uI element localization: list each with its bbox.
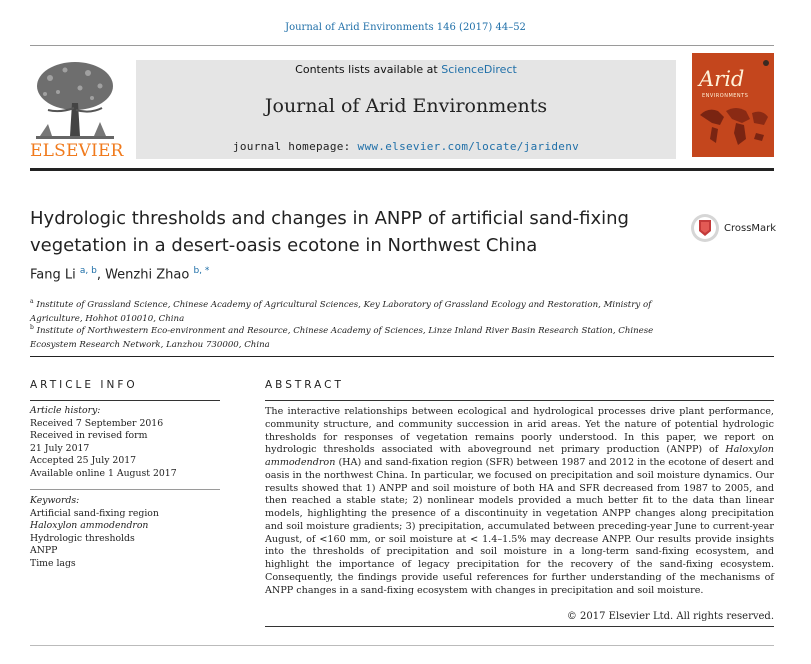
keyword-item: Time lags (30, 557, 76, 569)
keywords-label: Keywords: (30, 495, 80, 506)
article-title: Hydrologic thresholds and changes in ANPP of artificial sand-fixing vegetation in a desert-oasis ecotone in Northwest China (30, 208, 629, 256)
article-info-rule (30, 400, 220, 401)
journal-title: Journal of Arid Environments (264, 95, 548, 117)
author-affiliation-marker[interactable]: a, b (79, 266, 97, 276)
article-history (30, 405, 230, 480)
keyword-item: ANPP (30, 545, 58, 556)
journal-masthead (136, 60, 676, 159)
header-top-rule (30, 45, 774, 46)
author-separator: , (96, 267, 106, 283)
affiliation-marker: b (30, 324, 34, 331)
article-info-heading: ARTICLE INFO (30, 379, 138, 391)
affiliation-text: Institute of Grassland Science, Chinese Academy of Agricultural Sciences, Key Laboratory of Grassland Ecology and Restoration, Ministry of Agriculture, Hohhot 010010, China (30, 299, 652, 324)
history-item: Received 7 September 2016 (30, 417, 164, 429)
history-item: Available online 1 August 2017 (30, 467, 177, 479)
keyword-item: Haloxylon ammodendron (30, 520, 149, 531)
author-affiliation-marker[interactable]: b, * (193, 266, 210, 276)
journal-citation-link[interactable]: Journal of Arid Environments 146 (2017) 44–52 (285, 22, 526, 33)
sciencedirect-link[interactable]: ScienceDirect (441, 63, 517, 76)
abstract-text: (HA) and sand-fixation region (SFR) between 1987 and 2012 in the ecotone of desert and oasis in the northwest China. In particular, we focused on precipitation and soil moisture dynamics. Our results showed that 1) ANPP and soil moisture of both HA and SFR decreased from 1987 to 2005, and then reached a stable state; 2) nonlinear models provided a much better fit to the data than linear models, highlighting the presence of a discontinuity in vegetation ANPP changes along precipitation and soil moisture gradients; 3) precipitation, accumulated between preceding-year June to current-year August, of <160 mm, or soil moisture at < 1.4–1.5% may decrease ANPP. Our results provide insights into the thresholds of precipitation and soil moisture in a long-term sand-fixing ecosystem, and highlight the importance of legacy precipitation for the recovery of the sand-fixing ecosystem. Consequently, the findings provide useful references for further understanding of the mechanisms of ANPP changes in a sand-fixing ecosystem with changes in precipitation and soil moisture. (265, 457, 774, 596)
page-bottom-rule (30, 645, 774, 646)
affiliation-b (30, 321, 690, 352)
abstract-end-rule (265, 626, 774, 627)
abstract-species-name: Haloxylon ammodendron (265, 444, 774, 468)
contents-prefix: Contents lists available at (295, 63, 442, 76)
abstract-heading: ABSTRACT (265, 379, 344, 391)
section-divider (30, 356, 774, 357)
history-item: Received in revised form (30, 430, 148, 441)
journal-homepage-link[interactable]: www.elsevier.com/locate/jaridenv (357, 140, 580, 153)
author-name[interactable]: Wenzhi Zhao (105, 267, 190, 283)
keywords-rule (30, 489, 220, 490)
author-name[interactable]: Fang Li (30, 267, 76, 283)
elsevier-wordmark: ELSEVIER (30, 141, 124, 161)
abstract-body (265, 406, 774, 597)
keywords (30, 495, 230, 570)
contents-line (136, 63, 676, 76)
cover-map-graphic (692, 53, 774, 157)
affiliation-marker: a (30, 298, 34, 305)
keyword-item: Artificial sand-fixing region (30, 507, 159, 519)
copyright-notice: © 2017 Elsevier Ltd. All rights reserved. (566, 611, 774, 622)
abstract-text: The interactive relationships between ecological and hydrological processes drive plant performance, community structure, and community succession in arid areas. Yet the nature of potential hydrologic thresholds for responses of vegetation remains poorly understood. In this paper, we report on hydrologic thresholds associated with aboveground net primary production (ANPP) of (265, 406, 774, 456)
journal-cover-image[interactable] (692, 53, 774, 157)
header-bottom-rule (30, 168, 774, 171)
history-item: 21 July 2017 (30, 442, 90, 454)
abstract-rule (265, 400, 774, 401)
journal-homepage-line (136, 140, 676, 153)
affiliation-text: Institute of Northwestern Eco-environment and Resource, Chinese Academy of Sciences, Linze Inland River Basin Research Station, Chinese Ecosystem Research Network, Lanzhou 730000, China (30, 325, 654, 350)
homepage-prefix: journal homepage: (232, 140, 358, 153)
author-list (30, 266, 209, 282)
crossmark-label[interactable]: CrossMark (724, 223, 777, 234)
cover-title: Arid (699, 67, 745, 91)
history-item: Accepted 25 July 2017 (30, 455, 137, 466)
keyword-item: Hydrologic thresholds (30, 532, 135, 544)
history-label: Article history: (30, 405, 101, 416)
cover-subtitle: ENVIRONMENTS (702, 93, 749, 99)
